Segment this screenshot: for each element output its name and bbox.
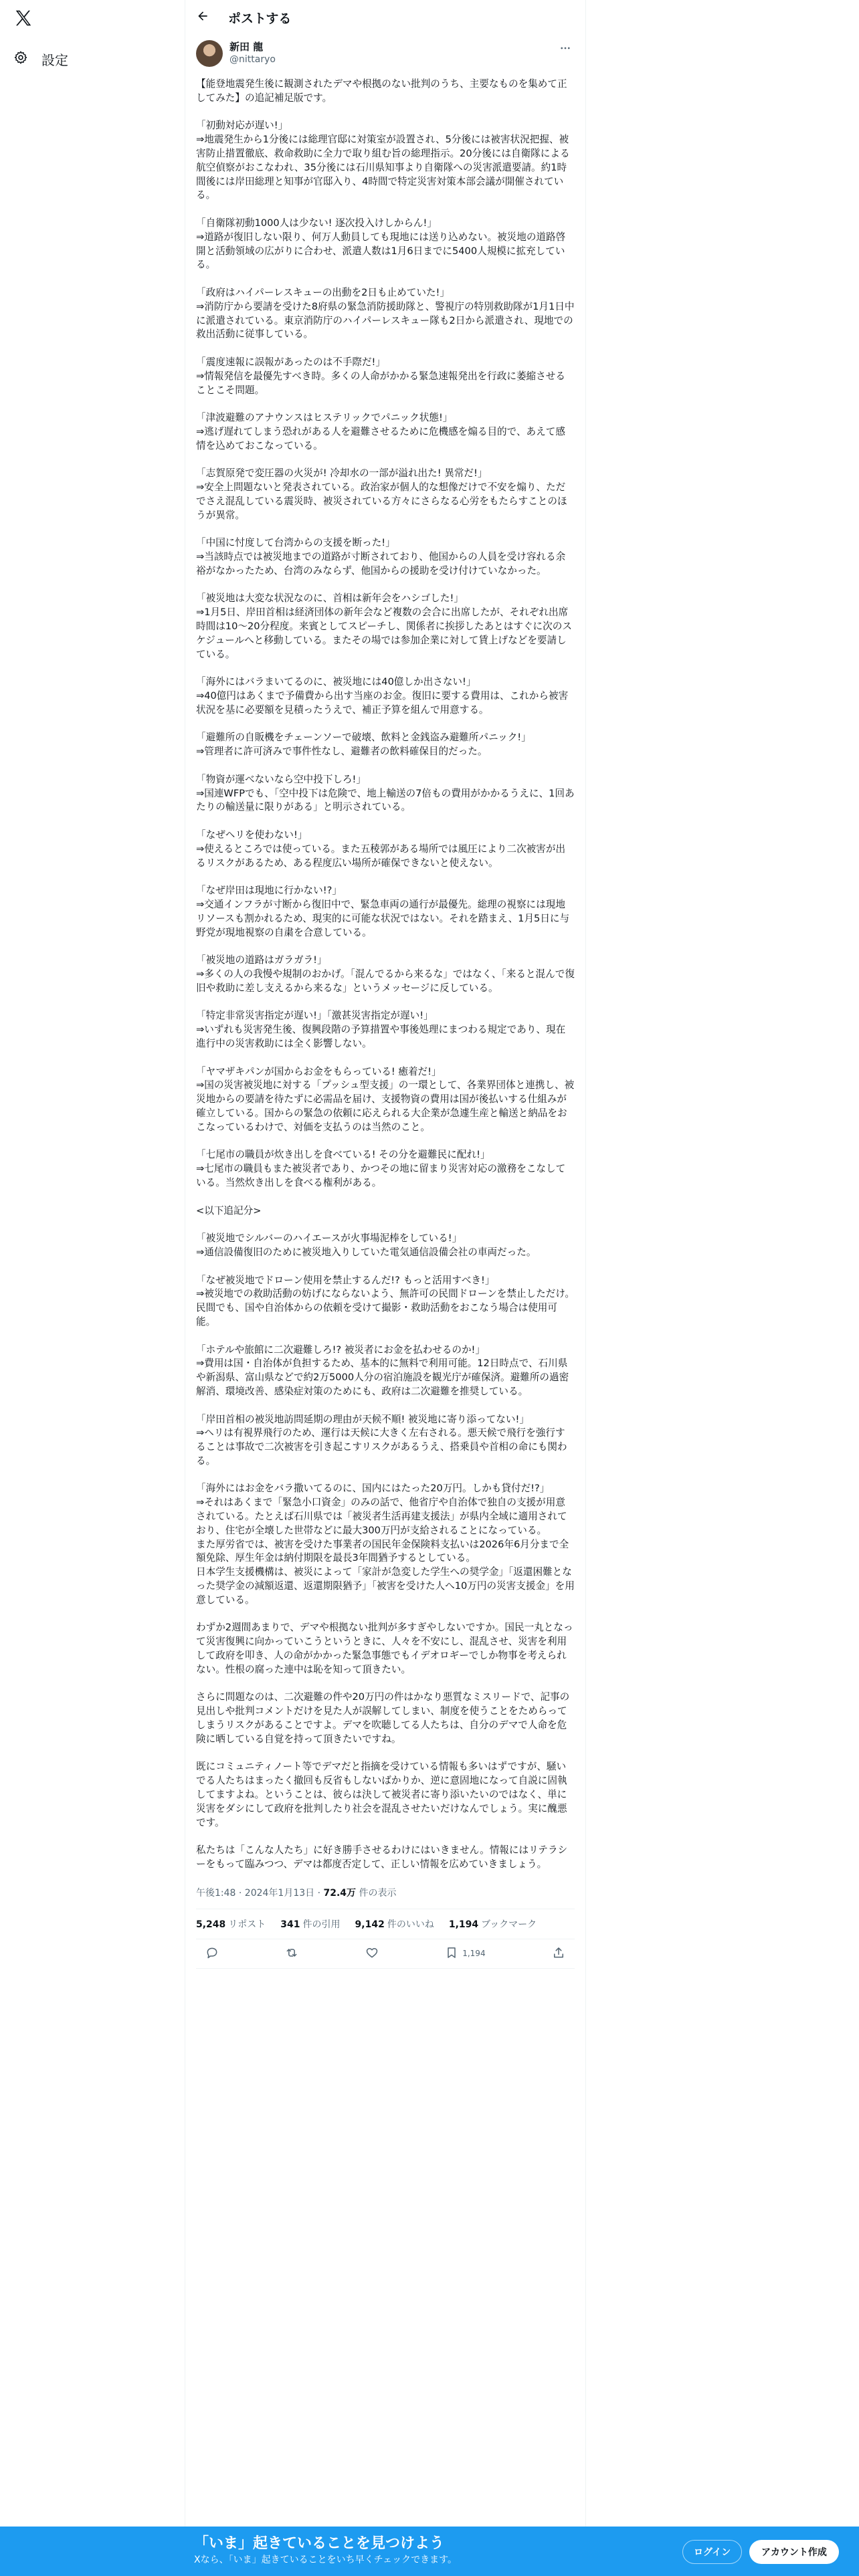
login-button[interactable]: ログイン — [682, 2540, 742, 2564]
post-paragraph: 既にコミュニティノート等でデマだと指摘を受けている情報も多いはずですが、騒いでる人たちはまったく撤回も反省もしないばかりか、逆に意固地になって自説に固執してますよね。ということは、彼らは決して被災者に寄り添いたいのではなく、単に災害をダシにして政府を批判したり社会を混乱させたいだけなんでしょう。実に醜悪です。 — [196, 1761, 567, 1828]
post-paragraph: 「政府はハイパーレスキューの出動を2日も止めていた!」 ⇒消防庁から要請を受けた8府県の緊急消防援助隊と、警視庁の特別救助隊が1月1日中に派遣されている。東京消防庁のハイパーレスキュー隊も2日から派遣され、現地での救出活動に従事している。 — [196, 286, 575, 340]
bookmarks-label: ブックマーク — [481, 1919, 537, 1930]
post-paragraph: 「避難所の自販機をチェーンソーで破壊、飲料と金銭盗み避難所パニック!」 ⇒管理者に許可済みで事件性なし、避難者の飲料確保目的だった。 — [196, 732, 531, 758]
post-paragraph: 「被災地は大変な状況なのに、首相は新年会をハシゴした!」 ⇒1月5日、岸田首相は経済団体の新年会など複数の会合に出席したが、それぞれ出席時間は10〜20分程度。来賓としてスピーチし、関係者に挨拶したあとはすぐに次のスケジュールへと移動している。またその場では参加企業に対して賃上げなどを要請している。 — [196, 593, 572, 660]
author-name[interactable]: 新田 龍 — [229, 41, 264, 53]
post-timestamp[interactable]: 午後1:48 · 2024年1月13日 · — [196, 1887, 321, 1899]
post-paragraph: 「初動対応が遅い!」 ⇒地震発生から1分後には総理官邸に対策室が設置され、5分後には被害状況把握、被害防止措置徹底、救命救助に全力で取り組む旨の総理指示。20分後には自衛隊による航空偵察がおこなわれ、35分後には石川県知事より自衛隊への災害派遣要請。約1時間後には岸田総理と知事が官邸入り、4時間で特定災害対策本部会議が開催されている。 — [196, 120, 570, 201]
quotes-count: 341 — [280, 1919, 300, 1930]
post-paragraph: 「海外にはお金をバラ撒いてるのに、国内にはたった20万円。しかも貸付だ!?」 ⇒それはあくまで「緊急小口資金」のみの話で、他省庁や自治体で独自の支援が用意されている。たとえば石川県では「被災者生活再建支援法」が県内全域に適用されており、住宅が全壊した世帯などに最大300万円が支給されることになっている。 また厚労省では、被害を受けた事業者の国民年金保険料支払いは2026年6月分まで全額免除、厚生年金は納付期限を最長3年間猶予するとしている。 日本学生支援機構は、被災によって「家計が急変した学生への奨学金」「返還困難となった奨学金の減額返還、返還期限猶予」「被害を受けた人へ10万円の災害支援金」を用意している。 — [196, 1483, 575, 1606]
post-paragraph: 【能登地震発生後に観測されたデマや根拠のない批判のうち、主要なものを集めて正してみた】の追記補足版です。 — [196, 78, 567, 104]
signup-button[interactable]: アカウント作成 — [749, 2540, 839, 2564]
banner-title: 「いま」起きていることを見つけよう — [194, 2535, 445, 2552]
banner-subtitle: Xなら、「いま」起きていることをいち早くチェックできます。 — [194, 2555, 458, 2565]
reposts-label: リポスト — [228, 1919, 266, 1930]
post-paragraph: さらに問題なのは、二次避難の件や20万円の件はかなり悪質なミスリードで、記事の見出しや批判コメントだけを見た人が誤解してしまい、制度を使うことをためらってしまうリスクがあることですよ。デマを吹聴してる人たちは、自分のデマで人命を危険に晒している自覚を持って頂きたいですね。 — [196, 1691, 570, 1745]
reposts-count: 5,248 — [196, 1919, 226, 1930]
post-meta — [196, 1886, 575, 1909]
share-icon — [552, 1946, 565, 1961]
post-paragraph: 「震度速報に誤報があったのは不手際だ!」 ⇒情報発信を最優先すべき時。多くの人命がかかる緊急速報発出を行政に萎縮させることこそ問題。 — [196, 356, 565, 396]
sidebar-item-label: 設定 — [41, 51, 68, 68]
views-label: 件の表示 — [359, 1887, 397, 1899]
author-row — [196, 40, 575, 72]
x-logo-icon[interactable] — [12, 7, 35, 29]
post-paragraph: 「物資が運べないなら空中投下しろ!」 ⇒国連WFPでも、「空中投下は危険で、地上輸送の7倍もの費用がかかるうえに、1回あたりの輸送量に限りがある」と明示されている。 — [196, 773, 575, 813]
post-paragraph: 「特定非常災害指定が遅い!」「激甚災害指定が遅い!」 ⇒いずれも災害発生後、復興段階の予算措置や事後処理にまつわる規定であり、現在進行中の災害救助には全く影響しない。 — [196, 1010, 566, 1049]
sidebar-item-settings[interactable] — [9, 45, 72, 72]
post-paragraph: 「七尾市の職員が炊き出しを食べている! その分を避難民に配れ!」 ⇒七尾市の職員もまた被災者であり、かつその地に留まり災害対応の激務をこなしている。当然炊き出しを食べる権利がある。 — [196, 1149, 566, 1188]
views-count: 72.4万 — [323, 1887, 357, 1899]
post-paragraph: 「岸田首相の被災地訪問延期の理由が天候不順! 被災地に寄り添ってない!」 ⇒ヘリは有視界飛行のため、運行は天候に大きく左右される。悪天候で飛行を強行することは事故で二次被害を引き起こすリスクがあるうえ、搭乗員や首相の命にも関わる。 — [196, 1413, 567, 1467]
post-paragraph: 「中国に忖度して台湾からの支援を断った!」 ⇒当該時点では被災地までの道路が寸断されており、他国からの人員を受け容れる余裕がなかったため、台湾のみならず、他国からの援助を受け付けていなかった。 — [196, 537, 566, 576]
reply-icon — [205, 1946, 219, 1961]
post-paragraph: 「なぜ被災地でドローン使用を禁止するんだ!? もっと活用すべき!」 ⇒被災地での救助活動の妨げにならないよう、無許可の民間ドローンを禁止しただけ。民間でも、国や自治体からの依頼を受けて撮影・救助活動をおこなう場合は使用可能。 — [196, 1274, 575, 1327]
engagement-stats — [196, 1909, 575, 1939]
post-paragraph: 「ホテルや旅館に二次避難しろ!? 被災者にお金を払わせるのか!」 ⇒費用は国・自治体が負担するため、基本的に無料で利用可能。12日時点で、石川県や新潟県、富山県などで約2万5000人分の宿泊施設を観光庁が確保済。避難所の過密解消、環境改善、感染症対策のためにも、政府は二次避難を推奨している。 — [196, 1344, 569, 1397]
page-title: ポストする — [228, 11, 292, 26]
gear-icon — [13, 50, 28, 68]
post-text — [196, 78, 575, 1872]
post-detail — [185, 40, 585, 1969]
post-paragraph: 「なぜヘリを使わない!」 ⇒使えるところでは使っている。また五稜郭がある場所では風圧により二次被害が出るリスクがあるため、ある程度広い場所が確保できないと使えない。 — [196, 829, 566, 869]
post-paragraph: 「ヤマザキパンが国からお金をもらっている! 癒着だ!」 ⇒国の災害被災地に対する「プッシュ型支援」の一環として、各業界団体と連携し、被災地からの要請を待たずに必需品を届け、支援物資の費用は国が後払いする仕組みが確立している。国からの緊急の依頼に応えられる大企業が急遽生産と輸送と納品をおこなっているわけで、対価を支払うのは当然のこと。 — [196, 1065, 575, 1133]
author-info — [229, 40, 556, 66]
repost-button[interactable] — [285, 1946, 298, 1961]
quotes-label: 件の引用 — [302, 1919, 341, 1930]
post-paragraph: 「海外にはバラまいてるのに、被災地には40億しか出さない!」 ⇒40億円はあくまで予備費から出す当座のお金。復旧に要する費用は、これから被害状況を基に必要額を見積ったうえで、補正予算を組んで用意する。 — [196, 676, 569, 716]
more-options-button[interactable] — [556, 40, 575, 59]
main-column — [185, 0, 586, 2576]
action-bar — [196, 1939, 575, 1969]
avatar[interactable] — [196, 40, 223, 67]
signup-banner — [0, 2527, 859, 2576]
post-paragraph: <以下追記分> — [196, 1204, 262, 1216]
post-paragraph: 「自衛隊初動1000人は少ない! 逐次投入けしからん!」 ⇒道路が復旧しない限り、何万人動員しても現地には送り込めない。被災地の道路啓開と活動領域の広がりに合わせ、派遣人数は1月6日までに5400人規模に拡充している。 — [196, 217, 566, 271]
post-paragraph: 「志賀原発で変圧器の火災が! 冷却水の一部が溢れ出た! 異常だ!」 ⇒安全上問題ないと発表されている。政治家が個人的な想像だけで不安を煽り、ただでさえ混乱している震災時、被災されている方々にさらなる心労をもたらすことのほうが異常。 — [196, 467, 567, 521]
left-sidebar — [0, 0, 185, 2576]
likes-label: 件のいいね — [387, 1919, 434, 1930]
bookmark-icon — [445, 1946, 458, 1961]
post-paragraph: 「なぜ岸田は現地に行かない!?」 ⇒交通インフラが寸断から復旧中で、緊急車両の通行が最優先。総理の視察には現地リソースも割かれるため、現実的に可能な状況ではない。それを踏まえ、1月5日に与野党が現地視察の自粛を合意している。 — [196, 885, 570, 938]
bookmark-button[interactable] — [445, 1946, 485, 1961]
bookmark-count: 1,194 — [462, 1949, 486, 1959]
share-button[interactable] — [552, 1946, 565, 1961]
like-button[interactable] — [365, 1946, 379, 1961]
post-header — [185, 0, 585, 35]
back-arrow-icon[interactable] — [196, 9, 209, 25]
repost-icon — [285, 1946, 298, 1961]
post-paragraph: 「被災地でシルバーのハイエースが火事場泥棒をしている!」 ⇒通信設備復旧のために被災地入りしていた電気通信設備会社の車両だった。 — [196, 1232, 537, 1258]
heart-icon — [365, 1946, 379, 1961]
post-paragraph: 私たちは「こんな人たち」に好き勝手させるわけにはいきません。情報にはリテラシーをもって臨みつつ、デマは都度否定して、正しい情報を広めていきましょう。 — [196, 1844, 568, 1870]
reposts-stat[interactable] — [196, 1917, 266, 1931]
post-paragraph: わずか2週間あまりで、デマや根拠ない批判が多すぎやしないですか。国民一丸となって災害復興に向かっていこうというときに、人々を不安にし、混乱させ、災害を利用して政府を叩き、人の命がかかった緊急事態でもイデオロギーでしか物事を考えられない。性根の腐った連中は恥を知って頂きたい。 — [196, 1622, 573, 1675]
quotes-stat[interactable] — [280, 1917, 340, 1931]
likes-count: 9,142 — [355, 1919, 385, 1930]
reply-button[interactable] — [205, 1946, 219, 1961]
bookmarks-count: 1,194 — [448, 1919, 479, 1930]
post-paragraph: 「津波避難のアナウンスはヒステリックでパニック状態!」 ⇒逃げ遅れてしまう恐れがある人を避難させるために危機感を煽る目的で、あえて感情を込めておこなっている。 — [196, 412, 565, 451]
bookmarks-stat[interactable] — [449, 1917, 537, 1931]
post-paragraph: 「被災地の道路はガラガラ!」 ⇒多くの人の我慢や規制のおかげ。「混んでるから来るな」ではなく、「来ると混んで復旧や救助に差し支えるから来るな」というメッセージに反している。 — [196, 954, 575, 994]
banner-text — [194, 2535, 457, 2567]
more-dots-icon — [559, 42, 571, 57]
author-handle[interactable]: @nittaryo — [229, 54, 276, 65]
likes-stat[interactable] — [355, 1917, 434, 1931]
